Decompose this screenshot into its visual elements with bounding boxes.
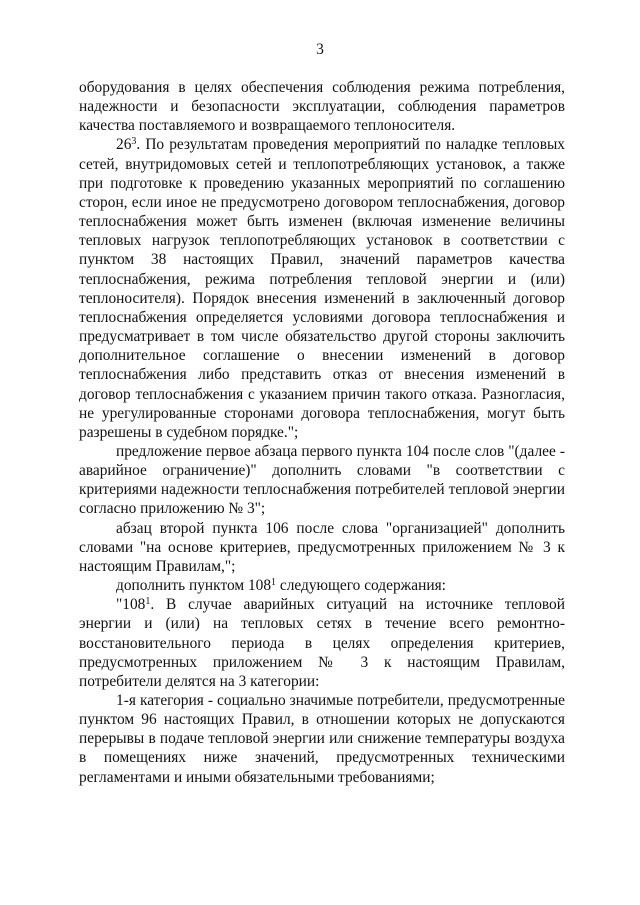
paragraph-104-amendment: предложение первое абзаца первого пункта 104 после слов "(далее - аварийное ограничение)" дополнить словами "в соответствии с критериями надежности теплоснабжения потребителей тепловой энергии согласно приложению № 3"; (79, 442, 565, 518)
paragraph-106-amendment: абзац второй пункта 106 после слова "организацией" дополнить словами "на основе критериев, предусмотренных приложением № 3 к настоящим Правилам,"; (79, 519, 565, 575)
paragraph-108-1-intro: дополнить пунктом $108^1$ следующего содержания: (116, 577, 446, 595)
paragraph-108-1: "$108^1$. В случае аварийных ситуаций на источнике тепловой энергии и (или) на тепловых сетях в течение всего ремонтно-восстановительного периода в целях определения критериев, предусмотренных приложением № 3 к настоящим Правилам, потребители делятся на 3 категории: (79, 596, 565, 690)
paragraph-26-3: $26^3$. По результатам проведения мероприятий по наладке тепловых сетей, внутридомовых сетей и теплопотребляющих установок, а также при подготовке к проведению указанных мероприятий по соглашению сторон, если иное не предусмотрено договором теплоснабжения, договор теплоснабжения может быть изменен (включая изменение величины тепловых нагрузок теплопотребляющих установок в соответствии с пунктом 38 настоящих Правил, значений параметров качества теплоснабжения, режима потребления тепловой энергии и (или) теплоносителя). Порядок внесения изменений в заключенный договор теплоснабжения определяется условиями договора теплоснабжения и предусматривает в том числе обязательство другой стороны заключить дополнительное соглашение о внесении изменений в договор теплоснабжения либо представить отказ от внесения изменений в договор теплоснабжения с указанием причин такого отказа. Разногласия, не урегулированные сторонами договора теплоснабжения, могут быть разрешены в судебном порядке."; (79, 136, 565, 441)
paragraph-category-1: 1-я категория - социально значимые потребители, предусмотренные пунктом 96 настоящих Правил, в отношении которых не допускаются перерывы в подаче тепловой энергии или снижение температуры воздуха в помещениях ниже значений, предусмотренных техническими регламентами и иными обязательными требованиями; (79, 692, 565, 786)
page-number: 3 (316, 41, 324, 58)
paragraph-1: оборудования в целях обеспечения соблюдения режима потребления, надежности и безопасности эксплуатации, соблюдения параметров качества поставляемого и возвращаемого теплоносителя. (79, 79, 565, 135)
document-body (79, 78, 565, 787)
